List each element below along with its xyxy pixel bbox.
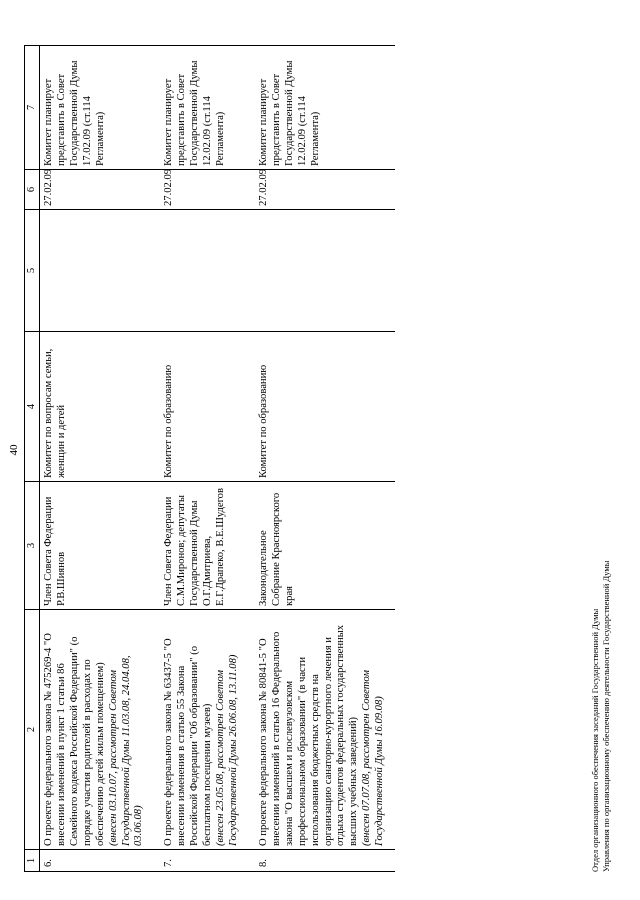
row-number: 6. [40, 850, 161, 872]
empty-cell [40, 210, 161, 332]
bill-author: Член Совета Федерации С.М.Миронов; депутаты Государственной Думы О.Г.Дмитриева, Е.Г.Драпеко, В.Е.Шудегов [160, 482, 255, 610]
column-number-row [25, 46, 40, 872]
col-header: 4 [25, 332, 40, 482]
bill-note: (внесен 23.05.08, рассмотрен Советом Государственной Думы 26.06.08, 13.11.08) [215, 654, 239, 846]
bills-table [24, 45, 395, 872]
bill-title: О проекте федерального закона № 475269-4 "О внесении изменений в пункт 1 статьи 86 Семейного кодекса Российской Федерации" (о порядке участия родителей в расходах по обеспечению детей жильм помещением) [43, 633, 106, 846]
footer-line: Отдел организационного обеспечения заседаний Государственной Думы [590, 608, 600, 872]
table-row [255, 46, 395, 872]
table-row [160, 46, 255, 872]
bill-title-cell [160, 610, 255, 850]
committee-plan: Комитет планирует представить в Совет Государственной Думы 17.02.09 (ст.114 Регламента) [40, 46, 161, 170]
bill-title-cell [40, 610, 161, 850]
committee-plan: Комитет планирует представить в Совет Государственной Думы 12.02.09 (ст.114 Регламента) [255, 46, 395, 170]
row-number: 7. [160, 850, 255, 872]
footer-line: Управления по организационному обеспечению деятельности Государственной Думы [600, 560, 611, 872]
col-header: 1 [25, 850, 40, 872]
bill-note: (внесен 03.10.07, рассмотрен Советом Государственной Думы 11.03.08, 24.04.08, 03.06.08) [107, 655, 145, 846]
page-number: 40 [8, 444, 20, 456]
col-header: 7 [25, 46, 40, 170]
col-header: 6 [25, 170, 40, 210]
bill-title-cell [255, 610, 395, 850]
bill-title: О проекте федерального закона № 63437-5 "О внесении изменения в статью 55 Закона Российской Федерации "Об образовании" (о бесплатном посещении музеев) [163, 638, 214, 846]
review-date: 27.02.09 [40, 170, 161, 210]
review-date: 27.02.09 [160, 170, 255, 210]
col-header: 5 [25, 210, 40, 332]
responsible-committee: Комитет по образованию [255, 332, 395, 482]
responsible-committee: Комитет по образованию [160, 332, 255, 482]
col-header: 3 [25, 482, 40, 610]
col-header: 2 [25, 610, 40, 850]
row-number: 8. [255, 850, 395, 872]
committee-plan: Комитет планирует представить в Совет Государственной Думы 12.02.09 (ст.114 Регламента) [160, 46, 255, 170]
bill-author: Законодательное Собрание Красноярского края [255, 482, 395, 610]
bill-note: (внесен 07.07.08, рассмотрен Советом Государственной Думы 16.09.08) [361, 670, 386, 846]
bill-author: Член Совета Федерации Р.В.Шиянов [40, 482, 161, 610]
table-row [40, 46, 161, 872]
footer [590, 561, 611, 872]
empty-cell [160, 210, 255, 332]
review-date: 27.02.09 [255, 170, 395, 210]
responsible-committee: Комитет по вопросам семьи, женщин и детей [40, 332, 161, 482]
bill-title: О проекте федерального закона № 80841-5 "О внесении изменений в статью 16 Федерального закона "О высшем и послевузовском профессиональном образовании" (в части использования бюджетных средств на организацию санаторно-курортного лечения и отдыха студентов федеральных государственных высших учебных заведений) [257, 624, 360, 846]
empty-cell [255, 210, 395, 332]
